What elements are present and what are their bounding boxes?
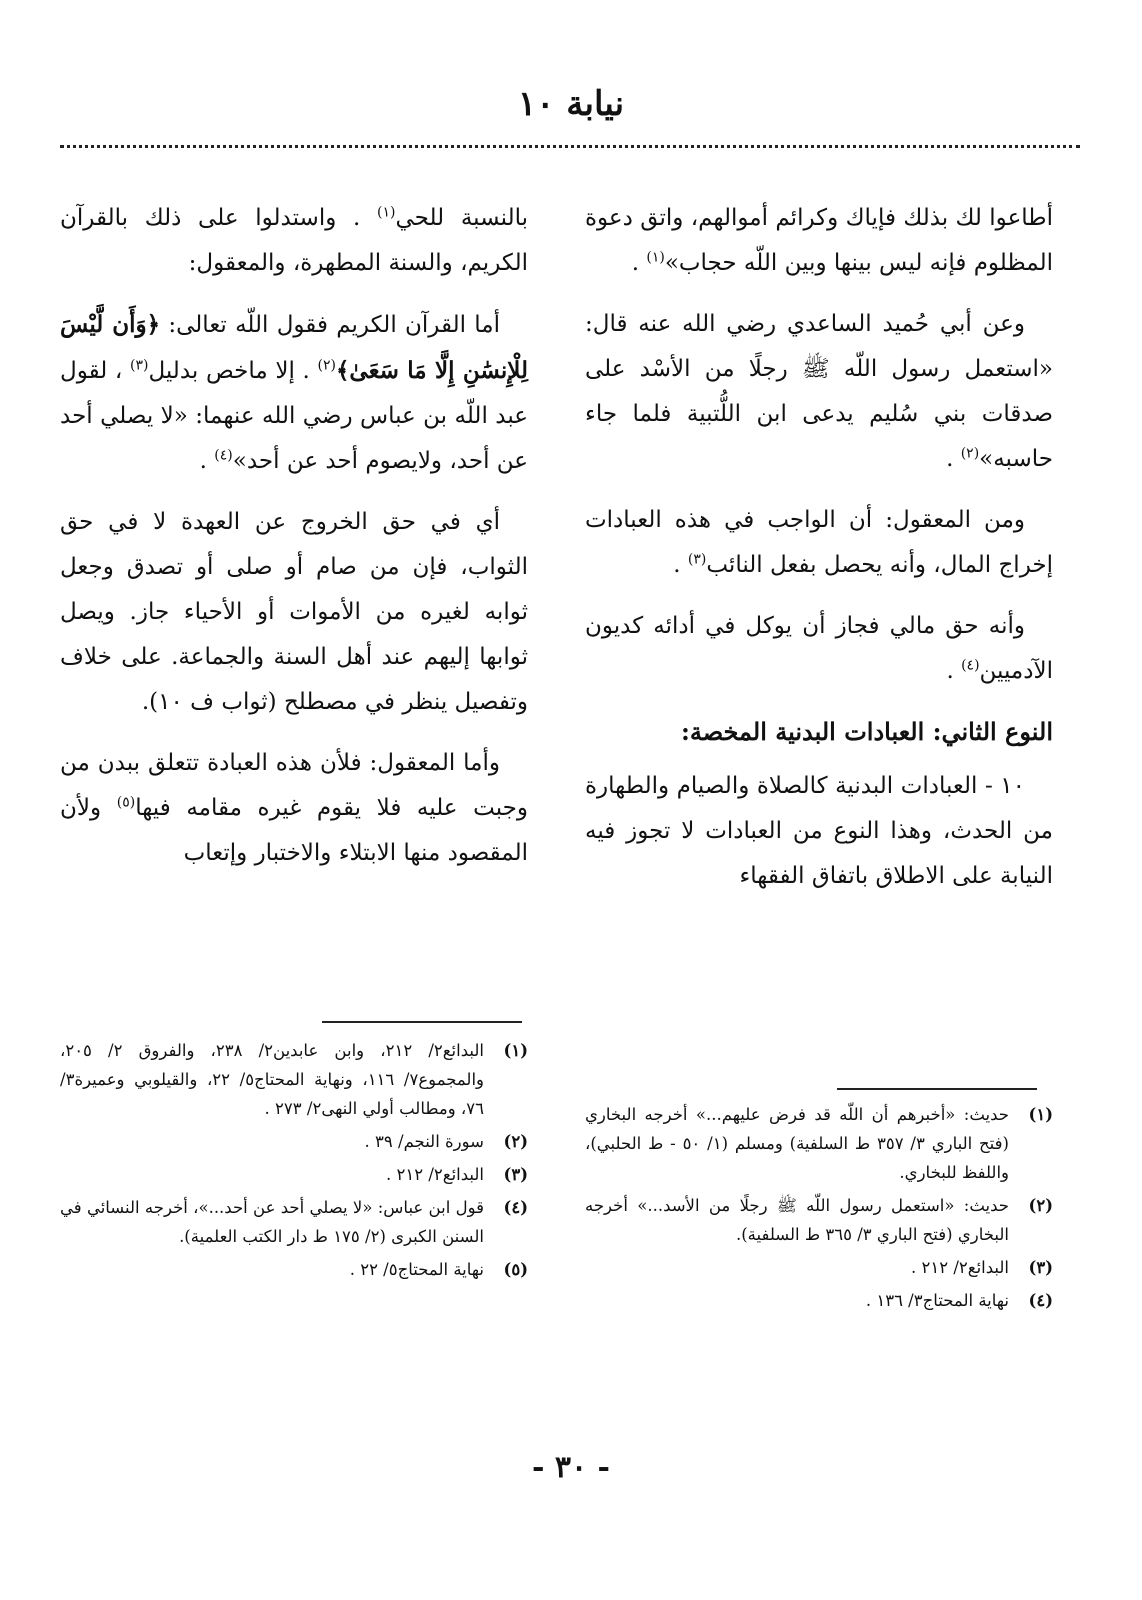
paragraph-text: وأما المعقول: فلأن هذه العبادة تتعلق ببدن من وجبت عليه فلا يقوم غيره مقامه فيها (60, 750, 528, 821)
footnote (60, 1127, 528, 1156)
page-number: - ٣٠ - (531, 1450, 611, 1485)
footnote-ref: (٢) (317, 357, 336, 374)
footnote-number: (٥) (503, 1260, 528, 1279)
footnote-number: (٢) (503, 1132, 528, 1151)
footnotes-left (60, 1036, 528, 1288)
paragraph (585, 302, 1053, 482)
footnote (60, 1193, 528, 1251)
footnote-ref: (١) (377, 204, 396, 221)
footnote (585, 1253, 1053, 1282)
footnote (585, 1191, 1053, 1249)
footnote (60, 1036, 528, 1123)
paragraph-text: بالنسبة للحي (395, 205, 529, 231)
footnote-number: (٣) (503, 1165, 528, 1184)
footnote (585, 1100, 1053, 1187)
paragraph-text: وعن أبي حُميد الساعدي رضي الله عنه قال: «استعمل رسول اللّه ﷺ رجلًا من الأسْد على صدقات بني سُليم يدعى ابن اللُّتبية فلما جاء حاسبه» (585, 311, 1053, 472)
footnote-number: (٤) (503, 1198, 528, 1217)
footnote-text: البدائع٢/ ٢١٢ . (911, 1258, 1009, 1277)
paragraph-text: ، لقول عبد اللّه بن عباس رضي الله عنهما: «لا يصلي أحد عن أحد، ولايصوم أحد عن أحد» (60, 358, 528, 474)
paragraph-text: ولأن المقصود منها الابتلاء والاختبار وإتعاب (60, 795, 528, 866)
paragraph-text: ومن المعقول: أن الواجب في هذه العبادات إخراج المال، وأنه يحصل بفعل النائب (585, 507, 1053, 578)
footnote-text: نهاية المحتاج٣/ ١٣٦ . (865, 1291, 1009, 1310)
quran-verse: ﴿وَأَن لَّيْسَ لِلْإِنسَٰنِ إِلَّا مَا سَعَىٰ﴾ (60, 311, 529, 384)
footnote (585, 1286, 1053, 1315)
footnote-ref: (٣) (129, 357, 149, 374)
footnote-ref: (٢) (960, 445, 980, 462)
paragraph: أي في حق الخروج عن العهدة لا في حق الثواب، فإن من صام أو صلى أو تصدق وجعل ثوابه لغيره من الأموات أو الأحياء جاز. ويصل ثوابها إليهم عند أهل السنة والجماعة. على خلاف وتفصيل ينظر في مصطلح (ثواب ف ١٠). (60, 509, 528, 715)
paragraph-text: . واستدلوا على ذلك بالقرآن الكريم، والسنة المطهرة، والمعقول: (60, 205, 528, 276)
paragraph (60, 196, 528, 286)
footnote-ref: (٤) (214, 447, 233, 464)
right-column (585, 196, 1053, 915)
footnote-number: (٣) (1028, 1258, 1053, 1277)
paragraph (60, 741, 528, 876)
footnote-text: البدائع٢/ ٢١٢ . (386, 1165, 484, 1184)
paragraph-text: أما القرآن الكريم فقول اللّه تعالى: (160, 312, 500, 338)
section-heading: النوع الثاني: العبادات البدنية المخصة: (681, 717, 1053, 746)
footnote-number: (١) (1028, 1105, 1053, 1124)
footnote-number: (١) (503, 1041, 528, 1060)
footnote-number: (٤) (1028, 1291, 1053, 1310)
paragraph-text: أطاعوا لك بذلك فإياك وكرائم أموالهم، واتق دعوة المظلوم فإنه ليس بينها وبين اللّه حجاب» (585, 205, 1053, 276)
footnote-text: نهاية المحتاج٥/ ٢٢ . (349, 1260, 484, 1279)
paragraph (585, 196, 1053, 286)
footnote-ref: (٥) (116, 794, 136, 811)
paragraph-tail: . (673, 552, 688, 578)
footnote-text: قول ابن عباس: «لا يصلي أحد عن أحد...»، أخرجه النسائي في السنن الكبرى (٢/ ١٧٥ ط دار الكتب العلمية). (60, 1198, 484, 1246)
section-paragraph: ١٠ - العبادات البدنية كالصلاة والصيام والطهارة من الحدث، وهذا النوع من العبادات لا تجوز فيه النيابة على الاطلاق باتفاق الفقهاء (585, 773, 1053, 889)
header-divider (60, 145, 1080, 148)
paragraph-text: . إلا ماخص بدليل (148, 358, 318, 384)
footnote-number: (٢) (1028, 1196, 1053, 1215)
paragraph-tail: . (631, 250, 647, 276)
footnotes-right (585, 1100, 1053, 1319)
paragraph-tail: . (946, 658, 962, 684)
paragraph-tail: . (199, 448, 215, 474)
footnote-text: حديث: «أخبرهم أن اللّه قد فرض عليهم...» أخرجه البخاري (فتح الباري ٣/ ٣٥٧ ط السلفية) ومسلم (١/ ٥٠ - ط الحلبي)، واللفظ للبخاري. (585, 1105, 1009, 1182)
paragraph (585, 498, 1053, 588)
footnote-ref: (٣) (687, 551, 707, 568)
paragraph-tail: . (946, 446, 961, 472)
paragraph (60, 302, 528, 484)
page-title: نيابة ١٠ (517, 84, 625, 124)
left-column (60, 196, 528, 892)
footnote-text: سورة النجم/ ٣٩ . (364, 1132, 484, 1151)
footnote-divider (322, 1021, 522, 1023)
footnote-ref: (١) (646, 249, 665, 266)
paragraph (585, 604, 1053, 694)
footnote-ref: (٤) (961, 657, 980, 674)
footnote-divider (837, 1088, 1037, 1090)
paragraph-text: وأنه حق مالي فجاز أن يوكل في أدائه كديون الآدميين (585, 613, 1053, 684)
footnote (60, 1255, 528, 1284)
footnote-text: البدائع٢/ ٢١٢، وابن عابدين٢/ ٢٣٨، والفروق ٢/ ٢٠٥، والمجموع٧/ ١١٦، ونهاية المحتاج٥/ ٢٢، والقيلوبي وعميرة٣/ ٧٦، ومطالب أولي النهى٢/ ٢٧٣ . (60, 1041, 485, 1118)
footnote-text: حديث: «استعمل رسول اللّه ﷺ رجلًا من الأسد...» أخرجه البخاري (فتح الباري ٣/ ٣٦٥ ط السلفية). (585, 1196, 1009, 1244)
footnote (60, 1160, 528, 1189)
